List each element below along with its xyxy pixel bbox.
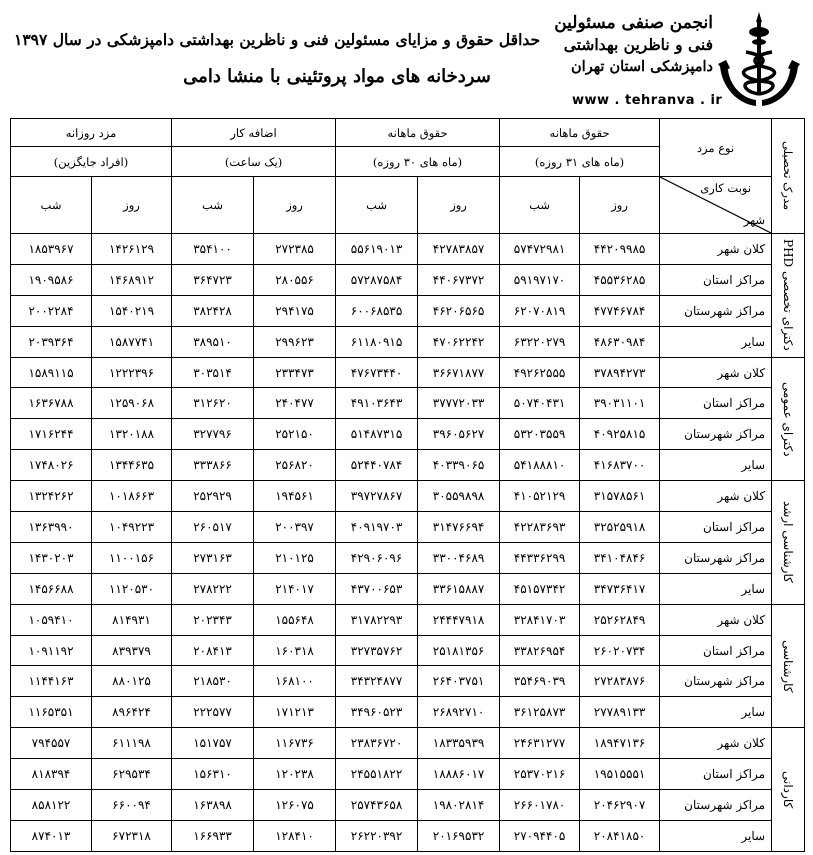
table-row bbox=[11, 697, 805, 728]
monthly31-day-cell: ۲۶۰۲۰۷۳۴ bbox=[580, 635, 660, 666]
wage-type-header: نوع مزد bbox=[660, 119, 772, 177]
daily-day-cell: ۶۲۹۵۳۴ bbox=[92, 759, 172, 790]
degree-label: کارشناسی ارشد bbox=[772, 481, 805, 605]
table-row bbox=[11, 666, 805, 697]
monthly-31-header: حقوق ماهانه bbox=[500, 119, 660, 147]
overtime-day-cell: ۱۱۶۷۳۶ bbox=[254, 728, 336, 759]
monthly30-day-cell: ۴۲۷۸۳۸۵۷ bbox=[418, 234, 500, 265]
monthly31-day-cell: ۲۰۸۴۱۸۵۰ bbox=[580, 820, 660, 851]
day-header: روز bbox=[254, 177, 336, 234]
monthly31-night-cell: ۵۰۷۴۰۴۳۱ bbox=[500, 388, 580, 419]
monthly31-night-cell: ۲۶۶۰۱۷۸۰ bbox=[500, 790, 580, 821]
overtime-day-cell: ۱۵۵۶۴۸ bbox=[254, 604, 336, 635]
monthly30-night-cell: ۳۱۷۸۲۲۹۳ bbox=[336, 604, 418, 635]
daily-day-cell: ۱۴۲۶۱۲۹ bbox=[92, 234, 172, 265]
monthly30-day-cell: ۲۰۱۶۹۵۳۲ bbox=[418, 820, 500, 851]
city-cell: کلان شهر bbox=[660, 481, 772, 512]
table-row bbox=[11, 820, 805, 851]
city-cell: سایر bbox=[660, 697, 772, 728]
overtime-day-cell: ۲۸۰۵۵۶ bbox=[254, 264, 336, 295]
city-cell: مراکز شهرستان bbox=[660, 419, 772, 450]
monthly31-night-cell: ۶۳۲۲۰۲۷۹ bbox=[500, 326, 580, 357]
table-row bbox=[11, 450, 805, 481]
city-cell: مراکز شهرستان bbox=[660, 542, 772, 573]
city-cell: سایر bbox=[660, 820, 772, 851]
table-row bbox=[11, 481, 805, 512]
monthly30-night-cell: ۳۲۷۳۵۷۶۲ bbox=[336, 635, 418, 666]
overtime-night-cell: ۳۱۲۶۲۰ bbox=[172, 388, 254, 419]
shift-city-header bbox=[660, 177, 772, 234]
daily-day-cell: ۶۷۲۳۱۸ bbox=[92, 820, 172, 851]
monthly30-day-cell: ۲۶۴۰۳۷۵۱ bbox=[418, 666, 500, 697]
city-label: شهر bbox=[743, 213, 766, 227]
overtime-header: اضافه کار bbox=[172, 119, 336, 147]
daily-night-cell: ۱۴۳۰۲۰۳ bbox=[11, 542, 92, 573]
salary-table bbox=[10, 118, 805, 852]
city-cell: مراکز استان bbox=[660, 388, 772, 419]
monthly30-night-cell: ۴۲۹۰۶۰۹۶ bbox=[336, 542, 418, 573]
overtime-day-cell: ۱۶۸۱۰۰ bbox=[254, 666, 336, 697]
overtime-night-cell: ۳۶۴۷۲۳ bbox=[172, 264, 254, 295]
monthly30-day-cell: ۱۸۳۳۵۹۳۹ bbox=[418, 728, 500, 759]
monthly30-day-cell: ۳۱۴۷۶۶۹۴ bbox=[418, 512, 500, 543]
city-cell: مراکز شهرستان bbox=[660, 790, 772, 821]
monthly31-night-cell: ۵۷۴۷۲۹۸۱ bbox=[500, 234, 580, 265]
monthly30-night-cell: ۲۵۷۴۳۶۵۸ bbox=[336, 790, 418, 821]
degree-label: کارشناسی bbox=[772, 604, 805, 728]
monthly31-night-cell: ۴۴۳۳۶۲۹۹ bbox=[500, 542, 580, 573]
daily-night-cell: ۱۰۵۹۴۱۰ bbox=[11, 604, 92, 635]
monthly30-day-cell: ۳۷۷۷۲۰۳۳ bbox=[418, 388, 500, 419]
city-cell: مراکز شهرستان bbox=[660, 295, 772, 326]
degree-label: دکترای تخصصی PHD bbox=[772, 234, 805, 358]
monthly30-night-cell: ۴۹۱۰۳۶۴۳ bbox=[336, 388, 418, 419]
overtime-day-cell: ۲۳۳۴۷۳ bbox=[254, 357, 336, 388]
degree-label: دکترای عمومی bbox=[772, 357, 805, 481]
monthly30-day-cell: ۴۰۳۳۹۰۶۵ bbox=[418, 450, 500, 481]
monthly30-night-cell: ۵۷۲۸۷۵۸۴ bbox=[336, 264, 418, 295]
overtime-day-cell: ۱۲۸۴۱۰ bbox=[254, 820, 336, 851]
overtime-night-cell: ۳۵۴۱۰۰ bbox=[172, 234, 254, 265]
daily-day-cell: ۱۳۲۰۱۸۸ bbox=[92, 419, 172, 450]
table-row bbox=[11, 790, 805, 821]
daily-day-cell: ۸۱۴۹۳۱ bbox=[92, 604, 172, 635]
day-header: روز bbox=[580, 177, 660, 234]
monthly31-night-cell: ۲۷۰۹۴۴۰۵ bbox=[500, 820, 580, 851]
org-line-3: دامپزشکی استان تهران bbox=[571, 58, 713, 75]
table-row bbox=[11, 635, 805, 666]
daily-night-cell: ۱۷۴۸۰۲۶ bbox=[11, 450, 92, 481]
city-cell: کلان شهر bbox=[660, 357, 772, 388]
monthly31-day-cell: ۲۷۲۸۳۸۷۶ bbox=[580, 666, 660, 697]
daily-day-cell: ۱۰۱۸۶۶۳ bbox=[92, 481, 172, 512]
city-cell: سایر bbox=[660, 450, 772, 481]
city-cell: مراکز استان bbox=[660, 512, 772, 543]
overtime-night-cell: ۱۵۱۷۵۷ bbox=[172, 728, 254, 759]
monthly31-night-cell: ۴۱۰۵۲۱۲۹ bbox=[500, 481, 580, 512]
table-row bbox=[11, 512, 805, 543]
monthly30-day-cell: ۱۸۸۸۶۰۱۷ bbox=[418, 759, 500, 790]
page-subtitle: سردخانه های مواد پروتئینی با منشا دامی bbox=[183, 66, 491, 87]
daily-night-cell: ۱۷۱۶۲۴۴ bbox=[11, 419, 92, 450]
table-row bbox=[11, 419, 805, 450]
daily-day-cell: ۱۲۵۹۰۶۸ bbox=[92, 388, 172, 419]
overtime-night-cell: ۲۰۲۳۴۳ bbox=[172, 604, 254, 635]
caduceus-hands-logo-icon bbox=[716, 8, 802, 110]
city-cell: کلان شهر bbox=[660, 604, 772, 635]
overtime-night-cell: ۳۸۹۵۱۰ bbox=[172, 326, 254, 357]
overtime-day-cell: ۲۷۲۳۸۵ bbox=[254, 234, 336, 265]
table-row bbox=[11, 604, 805, 635]
degree-header: مدرک تحصیلی bbox=[772, 119, 805, 234]
monthly31-day-cell: ۲۷۷۸۹۱۳۳ bbox=[580, 697, 660, 728]
monthly-30-header: حقوق ماهانه bbox=[336, 119, 500, 147]
overtime-day-cell: ۱۷۱۲۱۳ bbox=[254, 697, 336, 728]
org-line-2: فنی و ناظرین بهداشتی bbox=[563, 35, 713, 54]
monthly30-night-cell: ۲۳۸۳۶۷۲۰ bbox=[336, 728, 418, 759]
overtime-night-cell: ۱۶۳۸۹۸ bbox=[172, 790, 254, 821]
monthly31-day-cell: ۴۱۶۸۳۷۰۰ bbox=[580, 450, 660, 481]
daily-night-cell: ۱۳۲۴۲۶۲ bbox=[11, 481, 92, 512]
monthly30-day-cell: ۳۰۵۵۹۸۹۸ bbox=[418, 481, 500, 512]
day-header: روز bbox=[418, 177, 500, 234]
daily-night-cell: ۷۹۴۵۵۷ bbox=[11, 728, 92, 759]
daily-day-cell: ۱۱۲۰۵۳۰ bbox=[92, 573, 172, 604]
overtime-night-cell: ۳۸۲۴۲۸ bbox=[172, 295, 254, 326]
overtime-day-cell: ۱۶۰۳۱۸ bbox=[254, 635, 336, 666]
daily-day-cell: ۱۴۶۸۹۱۲ bbox=[92, 264, 172, 295]
monthly30-night-cell: ۳۴۹۶۰۵۲۳ bbox=[336, 697, 418, 728]
city-cell: سایر bbox=[660, 326, 772, 357]
monthly31-night-cell: ۲۵۳۷۰۲۱۶ bbox=[500, 759, 580, 790]
daily-day-cell: ۱۰۴۹۲۲۳ bbox=[92, 512, 172, 543]
monthly31-night-cell: ۵۴۱۸۸۸۱۰ bbox=[500, 450, 580, 481]
daily-day-cell: ۱۳۴۴۶۳۵ bbox=[92, 450, 172, 481]
daily-night-cell: ۸۵۸۱۲۲ bbox=[11, 790, 92, 821]
overtime-night-cell: ۲۶۰۵۱۷ bbox=[172, 512, 254, 543]
table-row bbox=[11, 573, 805, 604]
overtime-day-cell: ۲۰۰۳۹۷ bbox=[254, 512, 336, 543]
monthly30-day-cell: ۱۹۸۰۲۸۱۴ bbox=[418, 790, 500, 821]
shift-label: نوبت کاری bbox=[700, 181, 752, 195]
overtime-day-cell: ۲۹۹۶۲۳ bbox=[254, 326, 336, 357]
daily-wage-subheader: (افراد جایگزین) bbox=[11, 147, 172, 177]
overtime-night-cell: ۱۵۶۳۱۰ bbox=[172, 759, 254, 790]
monthly31-day-cell: ۳۱۵۷۸۵۶۱ bbox=[580, 481, 660, 512]
daily-day-cell: ۶۶۰۰۹۴ bbox=[92, 790, 172, 821]
monthly31-day-cell: ۱۹۵۱۵۵۵۱ bbox=[580, 759, 660, 790]
daily-day-cell: ۶۱۱۱۹۸ bbox=[92, 728, 172, 759]
table-row bbox=[11, 264, 805, 295]
daily-day-cell: ۸۸۰۱۲۵ bbox=[92, 666, 172, 697]
daily-day-cell: ۱۵۸۷۷۴۱ bbox=[92, 326, 172, 357]
daily-night-cell: ۱۳۶۳۹۹۰ bbox=[11, 512, 92, 543]
daily-night-cell: ۱۵۸۹۱۱۵ bbox=[11, 357, 92, 388]
page-title: حداقل حقوق و مزایای مسئولین فنی و ناظرین بهداشتی دامپزشکی در سال ۱۳۹۷ bbox=[14, 30, 541, 49]
monthly31-night-cell: ۲۴۶۳۱۲۷۷ bbox=[500, 728, 580, 759]
monthly-31-subheader: (ماه های ۳۱ روزه) bbox=[500, 147, 660, 177]
city-cell: سایر bbox=[660, 573, 772, 604]
overtime-night-cell: ۳۲۷۷۹۶ bbox=[172, 419, 254, 450]
monthly31-night-cell: ۴۲۲۸۳۶۹۳ bbox=[500, 512, 580, 543]
city-cell: مراکز استان bbox=[660, 759, 772, 790]
daily-day-cell: ۱۲۲۲۳۹۶ bbox=[92, 357, 172, 388]
monthly31-night-cell: ۳۲۸۴۱۷۰۳ bbox=[500, 604, 580, 635]
monthly30-day-cell: ۴۷۰۶۲۲۴۲ bbox=[418, 326, 500, 357]
city-cell: کلان شهر bbox=[660, 234, 772, 265]
monthly31-day-cell: ۴۷۷۴۶۷۸۴ bbox=[580, 295, 660, 326]
daily-day-cell: ۸۳۹۳۷۹ bbox=[92, 635, 172, 666]
daily-night-cell: ۱۹۰۹۵۸۶ bbox=[11, 264, 92, 295]
monthly30-night-cell: ۶۰۰۶۸۵۳۵ bbox=[336, 295, 418, 326]
overtime-night-cell: ۲۲۲۵۷۷ bbox=[172, 697, 254, 728]
table-row bbox=[11, 388, 805, 419]
overtime-day-cell: ۲۵۲۱۵۰ bbox=[254, 419, 336, 450]
daily-night-cell: ۱۶۳۶۷۸۸ bbox=[11, 388, 92, 419]
monthly30-night-cell: ۳۹۷۲۷۸۶۷ bbox=[336, 481, 418, 512]
overtime-day-cell: ۲۱۴۰۱۷ bbox=[254, 573, 336, 604]
monthly30-night-cell: ۵۵۶۱۹۰۱۳ bbox=[336, 234, 418, 265]
daily-night-cell: ۱۰۹۱۱۹۲ bbox=[11, 635, 92, 666]
monthly30-day-cell: ۴۶۲۰۶۵۶۵ bbox=[418, 295, 500, 326]
overtime-day-cell: ۲۹۴۱۷۵ bbox=[254, 295, 336, 326]
monthly31-day-cell: ۴۰۹۲۵۸۱۵ bbox=[580, 419, 660, 450]
monthly30-night-cell: ۴۰۹۱۹۷۰۳ bbox=[336, 512, 418, 543]
overtime-day-cell: ۲۴۰۴۷۷ bbox=[254, 388, 336, 419]
table-row bbox=[11, 759, 805, 790]
monthly31-day-cell: ۲۰۴۶۲۹۰۷ bbox=[580, 790, 660, 821]
daily-night-cell: ۲۰۰۲۲۸۴ bbox=[11, 295, 92, 326]
overtime-day-cell: ۱۲۰۲۳۸ bbox=[254, 759, 336, 790]
monthly31-night-cell: ۵۹۱۹۷۱۷۰ bbox=[500, 264, 580, 295]
overtime-night-cell: ۲۱۸۵۳۰ bbox=[172, 666, 254, 697]
overtime-subheader: (یک ساعت) bbox=[172, 147, 336, 177]
monthly30-night-cell: ۵۱۴۸۷۳۱۵ bbox=[336, 419, 418, 450]
daily-night-cell: ۱۱۴۴۱۶۳ bbox=[11, 666, 92, 697]
table-row bbox=[11, 295, 805, 326]
daily-day-cell: ۱۵۴۰۲۱۹ bbox=[92, 295, 172, 326]
monthly30-night-cell: ۲۶۲۲۰۳۹۲ bbox=[336, 820, 418, 851]
table-row bbox=[11, 728, 805, 759]
monthly31-day-cell: ۴۴۲۰۹۹۸۵ bbox=[580, 234, 660, 265]
monthly30-day-cell: ۲۶۸۹۲۷۱۰ bbox=[418, 697, 500, 728]
monthly31-night-cell: ۶۲۰۷۰۸۱۹ bbox=[500, 295, 580, 326]
overtime-night-cell: ۲۵۲۹۲۹ bbox=[172, 481, 254, 512]
daily-night-cell: ۱۱۶۵۳۵۱ bbox=[11, 697, 92, 728]
monthly30-day-cell: ۲۵۱۸۱۳۵۶ bbox=[418, 635, 500, 666]
monthly30-day-cell: ۴۴۰۶۷۳۷۲ bbox=[418, 264, 500, 295]
night-header: شب bbox=[500, 177, 580, 234]
daily-day-cell: ۸۹۶۴۲۴ bbox=[92, 697, 172, 728]
night-header: شب bbox=[172, 177, 254, 234]
overtime-night-cell: ۱۶۶۹۳۳ bbox=[172, 820, 254, 851]
daily-day-cell: ۱۱۰۰۱۵۶ bbox=[92, 542, 172, 573]
overtime-night-cell: ۳۳۳۸۶۶ bbox=[172, 450, 254, 481]
night-header: شب bbox=[336, 177, 418, 234]
overtime-night-cell: ۲۷۸۲۲۲ bbox=[172, 573, 254, 604]
overtime-day-cell: ۲۱۰۱۲۵ bbox=[254, 542, 336, 573]
table-row bbox=[11, 326, 805, 357]
page-header bbox=[0, 0, 813, 116]
monthly30-day-cell: ۳۳۰۰۴۶۸۹ bbox=[418, 542, 500, 573]
day-header: روز bbox=[92, 177, 172, 234]
org-line-1: انجمن صنفی مسئولین bbox=[554, 13, 713, 33]
daily-night-cell: ۲۰۳۹۳۶۴ bbox=[11, 326, 92, 357]
daily-night-cell: ۱۸۵۳۹۶۷ bbox=[11, 234, 92, 265]
monthly31-day-cell: ۳۹۰۳۱۱۰۱ bbox=[580, 388, 660, 419]
monthly31-day-cell: ۴۵۵۳۶۲۸۵ bbox=[580, 264, 660, 295]
monthly31-night-cell: ۳۵۴۶۹۰۳۹ bbox=[500, 666, 580, 697]
daily-night-cell: ۱۴۵۶۶۸۸ bbox=[11, 573, 92, 604]
daily-wage-header: مزد روزانه bbox=[11, 119, 172, 147]
monthly30-night-cell: ۴۷۶۷۳۴۴۰ bbox=[336, 357, 418, 388]
monthly30-night-cell: ۲۴۵۵۱۸۲۲ bbox=[336, 759, 418, 790]
city-cell: کلان شهر bbox=[660, 728, 772, 759]
overtime-night-cell: ۲۰۸۴۱۳ bbox=[172, 635, 254, 666]
monthly31-day-cell: ۲۵۲۶۲۸۴۹ bbox=[580, 604, 660, 635]
monthly30-day-cell: ۳۳۶۱۵۸۸۷ bbox=[418, 573, 500, 604]
monthly-30-subheader: (ماه های ۳۰ روزه) bbox=[336, 147, 500, 177]
table-row bbox=[11, 234, 805, 265]
table-row bbox=[11, 357, 805, 388]
monthly31-night-cell: ۳۶۱۲۵۸۷۳ bbox=[500, 697, 580, 728]
overtime-day-cell: ۱۹۴۵۶۱ bbox=[254, 481, 336, 512]
monthly31-day-cell: ۳۷۸۹۴۲۷۳ bbox=[580, 357, 660, 388]
overtime-night-cell: ۲۷۳۱۶۳ bbox=[172, 542, 254, 573]
city-cell: مراکز شهرستان bbox=[660, 666, 772, 697]
monthly31-night-cell: ۴۵۱۵۷۳۴۲ bbox=[500, 573, 580, 604]
monthly30-day-cell: ۲۴۴۴۷۹۱۸ bbox=[418, 604, 500, 635]
organization-name bbox=[523, 12, 713, 78]
monthly30-night-cell: ۴۳۷۰۰۶۵۳ bbox=[336, 573, 418, 604]
monthly31-day-cell: ۱۸۹۴۷۱۳۶ bbox=[580, 728, 660, 759]
city-cell: مراکز استان bbox=[660, 264, 772, 295]
degree-label: کاردانی bbox=[772, 728, 805, 852]
monthly30-night-cell: ۳۴۳۲۴۸۷۷ bbox=[336, 666, 418, 697]
daily-night-cell: ۸۷۴۰۱۳ bbox=[11, 820, 92, 851]
monthly31-day-cell: ۳۴۱۰۴۸۴۶ bbox=[580, 542, 660, 573]
monthly31-day-cell: ۳۲۵۲۵۹۱۸ bbox=[580, 512, 660, 543]
night-header: شب bbox=[11, 177, 92, 234]
monthly30-day-cell: ۳۹۶۰۵۶۲۷ bbox=[418, 419, 500, 450]
monthly31-day-cell: ۳۴۷۳۶۴۱۷ bbox=[580, 573, 660, 604]
overtime-day-cell: ۱۲۶۰۷۵ bbox=[254, 790, 336, 821]
monthly31-night-cell: ۴۹۲۶۲۵۵۵ bbox=[500, 357, 580, 388]
monthly31-night-cell: ۳۳۸۲۶۹۵۴ bbox=[500, 635, 580, 666]
daily-night-cell: ۸۱۸۳۹۴ bbox=[11, 759, 92, 790]
city-cell: مراکز استان bbox=[660, 635, 772, 666]
monthly31-night-cell: ۵۳۲۰۳۵۵۹ bbox=[500, 419, 580, 450]
overtime-day-cell: ۲۵۶۸۲۰ bbox=[254, 450, 336, 481]
overtime-night-cell: ۳۰۳۵۱۴ bbox=[172, 357, 254, 388]
monthly30-day-cell: ۳۶۶۷۱۸۷۷ bbox=[418, 357, 500, 388]
website-link[interactable]: www . tehranva . ir bbox=[572, 93, 723, 108]
table-row bbox=[11, 542, 805, 573]
monthly31-day-cell: ۴۸۶۳۰۹۸۴ bbox=[580, 326, 660, 357]
monthly30-night-cell: ۶۱۱۸۰۹۱۵ bbox=[336, 326, 418, 357]
monthly30-night-cell: ۵۲۴۴۰۷۸۴ bbox=[336, 450, 418, 481]
